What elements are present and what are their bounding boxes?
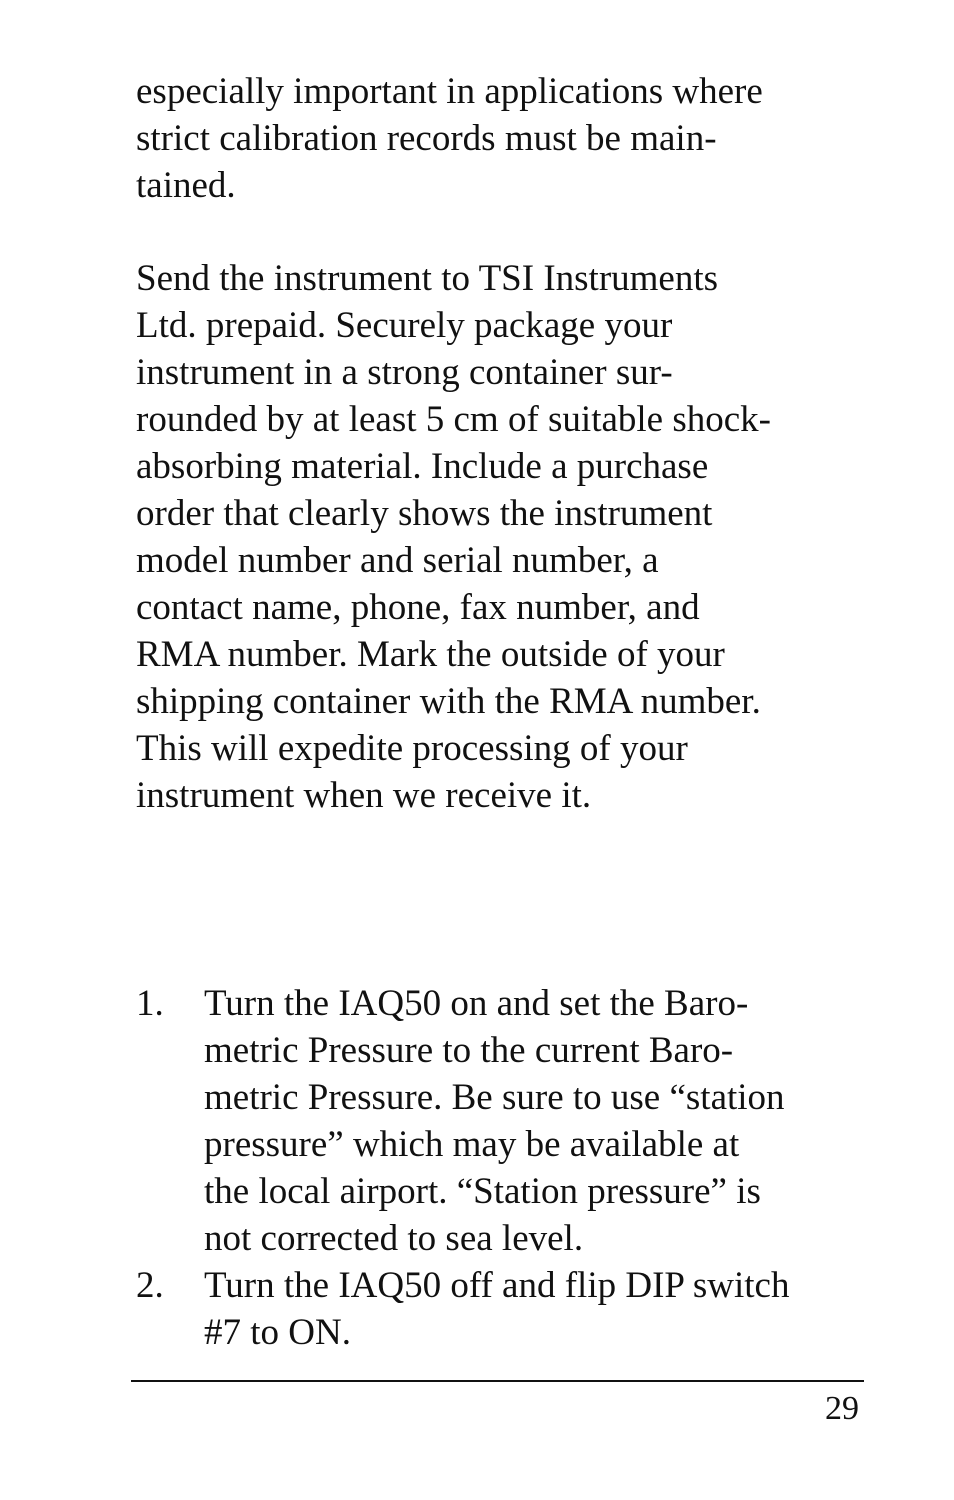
page-number: 29 (825, 1390, 859, 1427)
step-text: Turn the IAQ50 off and flip DIP switch #7 to ON. (204, 1265, 790, 1353)
paragraph-calibration-records: especially important in applications where strict calibration records must be main- tained. (136, 71, 763, 206)
step-text: Turn the IAQ50 on and set the Baro- metric Pressure to the current Baro- metric Pressure. Be sure to use “station pressure” which may be available at the local airport. “Station pressure” is not corrected to sea level. (204, 983, 785, 1259)
step-number: 1. (136, 983, 164, 1024)
list-item (136, 1262, 866, 1356)
procedure-steps (136, 980, 866, 1356)
footer-divider (131, 1380, 864, 1382)
paragraph-shipping-instructions: Send the instrument to TSI Instruments Ltd. prepaid. Securely package your instrument in a strong container sur- rounded by at least 5 cm of suitable shock- absorbing material. Include a purchase order that clearly shows the instrument model number and serial number, a contact name, phone, fax number, and RMA number. Mark the outside of your shipping container with the RMA number. This will expedite processing of your instrument when we receive it. (136, 258, 771, 816)
step-number: 2. (136, 1265, 164, 1306)
list-item (136, 980, 866, 1262)
